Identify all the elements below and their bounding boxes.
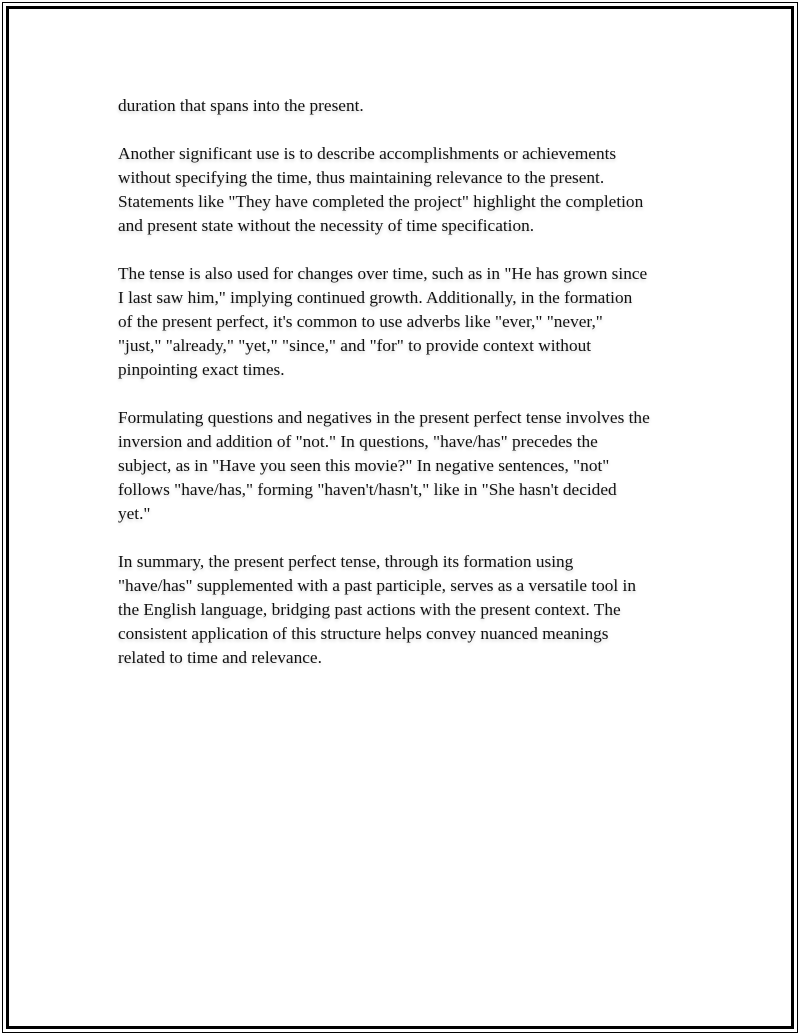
paragraph-1: duration that spans into the present. xyxy=(118,96,364,115)
paragraph-3: The tense is also used for changes over time, such as in "He has grown since I last saw him," implying continued growth. Additionally, in the formation of the present perfect, it's common to use adverbs like "ever," "never," "just," "already," "yet," "since," and "for" to provide context without pinpointing exact times. xyxy=(118,264,648,379)
paragraph-4: Formulating questions and negatives in the present perfect tense involves the inversion and addition of "not." In questions, "have/has" precedes the subject, as in "Have you seen this movie?" In negative sentences, "not" follows "have/has," forming "haven't/hasn't," like in "She hasn't decided yet." xyxy=(118,408,650,523)
document-body xyxy=(118,94,698,694)
paragraph-5: In summary, the present perfect tense, through its formation using "have/has" supplemented with a past participle, serves as a versatile tool in the English language, bridging past actions with the present context. The consistent application of this structure helps convey nuanced meanings related to time and relevance. xyxy=(118,552,636,667)
paragraph-2: Another significant use is to describe accomplishments or achievements without specifying the time, thus maintaining relevance to the present. Statements like "They have completed the project" highlight the completion and present state without the necessity of time specification. xyxy=(118,144,644,235)
